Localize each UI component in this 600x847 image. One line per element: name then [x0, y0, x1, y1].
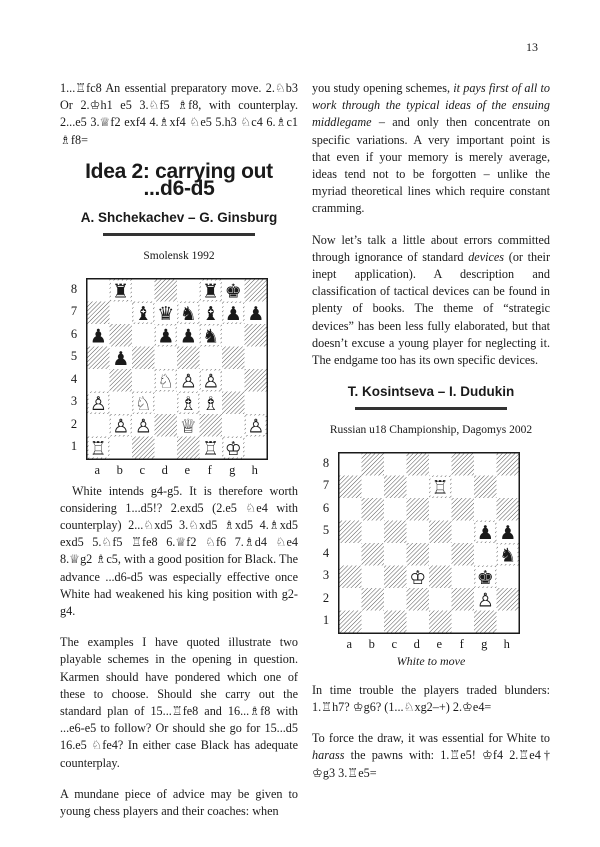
- light-square: [452, 565, 475, 588]
- light-square: [177, 279, 200, 302]
- dark-square: [362, 453, 385, 476]
- rank-label: 3: [70, 394, 78, 409]
- light-square: [497, 610, 520, 633]
- dark-square: [384, 565, 407, 588]
- chess-piece-f3: ♗: [202, 392, 220, 415]
- light-square: [452, 610, 475, 633]
- chess-piece-e7: ♞: [179, 302, 197, 325]
- dark-square: [497, 453, 520, 476]
- dark-square: [110, 369, 133, 392]
- light-square: [384, 453, 407, 476]
- chess-piece-d7: ♛: [157, 302, 175, 325]
- light-square: [497, 475, 520, 498]
- file-label: f: [207, 462, 212, 477]
- game-title-1: A. Shchekachev – G. Ginsburg: [80, 210, 278, 226]
- dark-square: [222, 346, 245, 369]
- chess-piece-e2: ♕: [179, 415, 197, 438]
- chess-piece-a3: ♙: [89, 392, 107, 415]
- chess-piece-g2: ♙: [476, 589, 494, 612]
- dark-square: [339, 475, 362, 498]
- light-square: [429, 543, 452, 566]
- light-square: [339, 453, 362, 476]
- dark-square: [87, 346, 110, 369]
- chess-piece-a1: ♖: [89, 437, 107, 460]
- paragraph: [312, 80, 550, 218]
- emphasis: harass: [312, 748, 345, 763]
- chess-piece-h7: ♟: [247, 302, 265, 325]
- light-square: [132, 279, 155, 302]
- dark-square: [132, 346, 155, 369]
- emphasis: it pays first of all to work through the typical ideas of the ensuing middlegame: [312, 81, 550, 130]
- light-square: [407, 610, 430, 633]
- text: To force the draw, it was essential for White to: [312, 731, 550, 746]
- rank-label: 4: [70, 371, 78, 386]
- dark-square: [155, 414, 178, 437]
- light-square: [222, 324, 245, 347]
- right-column: [312, 80, 550, 796]
- chess-piece-c2: ♙: [134, 415, 152, 438]
- dark-square: [474, 475, 497, 498]
- light-square: [362, 565, 385, 588]
- light-square: [200, 346, 223, 369]
- file-label: e: [184, 462, 191, 477]
- chess-piece-g3: ♚: [476, 566, 494, 589]
- chess-piece-a6: ♟: [89, 325, 107, 348]
- file-label: f: [459, 636, 464, 651]
- rank-label: 6: [322, 500, 330, 515]
- dark-square: [362, 498, 385, 521]
- chess-piece-d6: ♟: [157, 325, 175, 348]
- dark-square: [384, 475, 407, 498]
- file-label: d: [413, 636, 420, 651]
- chess-piece-c3: ♘: [134, 392, 152, 415]
- light-square: [384, 588, 407, 611]
- rank-label: 1: [322, 613, 330, 628]
- dark-square: [155, 279, 178, 302]
- rank-label: 2: [70, 416, 78, 431]
- text: the pawns with: 1.♖e5! ♔f4 2.♖e4† ♔g3 3.♖e5=: [312, 748, 550, 780]
- dark-square: [245, 279, 268, 302]
- section-heading: Idea 2: carrying out ...d6-d5: [85, 159, 273, 201]
- dark-square: [177, 346, 200, 369]
- file-label: a: [94, 462, 101, 477]
- chess-piece-b5: ♟: [112, 347, 130, 370]
- chessboard: [86, 278, 268, 460]
- light-square: [407, 520, 430, 543]
- chess-piece-g7: ♟: [224, 302, 242, 325]
- dark-square: [384, 520, 407, 543]
- paragraph: A mundane piece of advice may be given to young chess players and their coaches: when: [60, 786, 298, 819]
- chess-piece-f6: ♞: [202, 325, 220, 348]
- rank-label: 7: [70, 304, 78, 319]
- paragraph: [312, 730, 550, 782]
- light-square: [222, 414, 245, 437]
- dark-square: [339, 520, 362, 543]
- dark-square: [384, 610, 407, 633]
- chess-piece-f4: ♙: [202, 370, 220, 393]
- dark-square: [407, 543, 430, 566]
- light-square: [110, 301, 133, 324]
- text: (or their inept application). A description and classification of tactical devices can be found in plenty of books. The theme of “strategic devices” has been less fully elaborated, but that doesn’t excuse a young player for neglecting it. The endgame too has its own specific devices.: [312, 249, 550, 368]
- event-2: Russian u18 Championship, Dagomys 2002: [329, 424, 533, 437]
- light-square: [362, 520, 385, 543]
- dark-square: [407, 453, 430, 476]
- dark-square: [339, 565, 362, 588]
- dark-square: [452, 588, 475, 611]
- chess-diagram-1: [60, 278, 298, 483]
- light-square: [497, 565, 520, 588]
- rank-label: 8: [70, 281, 78, 296]
- light-square: [474, 498, 497, 521]
- dark-square: [452, 453, 475, 476]
- chess-piece-g5: ♟: [476, 521, 494, 544]
- light-square: [339, 543, 362, 566]
- rank-label: 7: [322, 478, 330, 493]
- left-column: [60, 80, 298, 834]
- diagram-caption: White to move: [396, 653, 466, 668]
- dark-square: [452, 543, 475, 566]
- dark-square: [407, 588, 430, 611]
- light-square: [87, 369, 110, 392]
- dark-square: [222, 391, 245, 414]
- chess-diagram-2: [312, 452, 550, 657]
- file-label: c: [391, 636, 398, 651]
- chess-piece-h4: ♞: [499, 544, 517, 567]
- light-square: [339, 498, 362, 521]
- file-label: g: [229, 462, 236, 477]
- light-square: [155, 436, 178, 459]
- dark-square: [362, 543, 385, 566]
- light-square: [110, 436, 133, 459]
- rank-label: 3: [322, 568, 330, 583]
- page-number: 13: [526, 40, 538, 54]
- light-square: [110, 391, 133, 414]
- chess-piece-e6: ♟: [179, 325, 197, 348]
- light-square: [155, 391, 178, 414]
- emphasis: devices: [468, 249, 505, 264]
- light-square: [407, 475, 430, 498]
- chess-piece-d3: ♔: [409, 566, 427, 589]
- title-rule: [355, 407, 507, 410]
- file-label: c: [139, 462, 146, 477]
- light-square: [222, 369, 245, 392]
- chess-piece-g1: ♔: [224, 437, 242, 460]
- dark-square: [245, 369, 268, 392]
- file-label: e: [436, 636, 443, 651]
- rank-label: 5: [322, 523, 330, 538]
- chess-piece-d4: ♘: [157, 370, 175, 393]
- light-square: [245, 346, 268, 369]
- paragraph: In time trouble the players traded blunders: 1.♖h7? ♔g6? (1...♘xg2–+) 2.♔e4=: [312, 682, 550, 715]
- chess-piece-f1: ♖: [202, 437, 220, 460]
- paragraph: The examples I have quoted illustrate two playable schemes in the opening in question. Karmen should have pondered which one of these to choose. Should she carry out the standard plan of 15...♖fe8 and 16...♗f8 with ...e6-e5 to follow? Or should she go for 15...d5 16.e5 ♘fe4? In either case Black has adequate counterplay.: [60, 635, 298, 770]
- light-square: [339, 588, 362, 611]
- file-label: b: [368, 636, 375, 651]
- file-label: h: [251, 462, 258, 477]
- intro-moves: 1...♖fc8 An essential preparatory move. 2.♘b3 Or 2.♔h1 e5 3.♘f5 ♗f8, with counterplay. 2...e5 3.♕f2 exf4 4.♗xf4 ♘e5 5.h3 ♘c4 6.♗c1 ♗f8=: [60, 81, 298, 147]
- chess-piece-b8: ♜: [112, 280, 130, 303]
- dark-square: [200, 414, 223, 437]
- chessboard: [338, 452, 520, 634]
- text: Now let’s talk a little about errors committed through ignorance of standard: [312, 232, 550, 264]
- text: you study opening schemes,: [312, 81, 454, 95]
- light-square: [245, 391, 268, 414]
- light-square: [474, 453, 497, 476]
- file-label: h: [503, 636, 510, 651]
- light-square: [362, 475, 385, 498]
- text: – and only then concentrate on specific variations. A very important point is that even if your memory is merely average, ideas tend not to be forgotten – unlike the myriad theoretical lines which require constant cramming.: [312, 115, 550, 216]
- light-square: [245, 436, 268, 459]
- light-square: [155, 346, 178, 369]
- chess-piece-h2: ♙: [247, 415, 265, 438]
- chess-piece-e7: ♖: [431, 476, 449, 499]
- light-square: [362, 610, 385, 633]
- event-1: Smolensk 1992: [143, 250, 215, 263]
- dark-square: [87, 301, 110, 324]
- light-square: [132, 324, 155, 347]
- dark-square: [110, 324, 133, 347]
- light-square: [429, 588, 452, 611]
- light-square: [87, 279, 110, 302]
- chess-piece-h5: ♟: [499, 521, 517, 544]
- rank-label: 2: [322, 590, 330, 605]
- light-square: [452, 475, 475, 498]
- dark-square: [497, 588, 520, 611]
- dark-square: [474, 610, 497, 633]
- paragraph: White intends g4-g5. It is therefore worth considering 1...d5!? 2.exd5 (2.e5 ♘e4 with counterplay) 2...♘xd5 3.♘xd5 ♗xd5 4.♗xd5 exd5 5.♘f5 ♖fe8 6.♕f2 ♘f6 7.♗d4 ♘e4 8.♕g2 ♗c5, with a good position for Black. The advance ...d6-d5 was especially effective once White had weakened his king position with g2-g4.: [60, 483, 298, 619]
- rank-label: 4: [322, 545, 330, 560]
- dark-square: [497, 498, 520, 521]
- light-square: [429, 498, 452, 521]
- rank-label: 1: [70, 439, 78, 454]
- chess-piece-f8: ♜: [202, 280, 220, 303]
- file-label: d: [161, 462, 168, 477]
- file-label: a: [346, 636, 353, 651]
- chess-piece-c7: ♝: [134, 302, 152, 325]
- game-title-2: T. Kosintseva – I. Dudukin: [347, 384, 515, 400]
- chess-piece-g8: ♚: [224, 280, 242, 303]
- dark-square: [429, 565, 452, 588]
- rank-label: 6: [70, 326, 78, 341]
- chess-piece-e3: ♗: [179, 392, 197, 415]
- dark-square: [132, 436, 155, 459]
- file-label: g: [481, 636, 488, 651]
- paragraph: [312, 232, 550, 370]
- light-square: [452, 520, 475, 543]
- light-square: [384, 543, 407, 566]
- chess-piece-e4: ♙: [179, 370, 197, 393]
- dark-square: [362, 588, 385, 611]
- dark-square: [177, 436, 200, 459]
- rank-label: 5: [70, 349, 78, 364]
- chess-piece-f7: ♝: [202, 302, 220, 325]
- dark-square: [339, 610, 362, 633]
- dark-square: [245, 324, 268, 347]
- rank-label: 8: [322, 455, 330, 470]
- dark-square: [429, 520, 452, 543]
- light-square: [384, 498, 407, 521]
- dark-square: [429, 610, 452, 633]
- file-label: b: [116, 462, 123, 477]
- dark-square: [407, 498, 430, 521]
- light-square: [474, 543, 497, 566]
- light-square: [132, 369, 155, 392]
- light-square: [429, 453, 452, 476]
- light-square: [87, 414, 110, 437]
- title-rule: [103, 233, 255, 236]
- dark-square: [452, 498, 475, 521]
- chess-piece-b2: ♙: [112, 415, 130, 438]
